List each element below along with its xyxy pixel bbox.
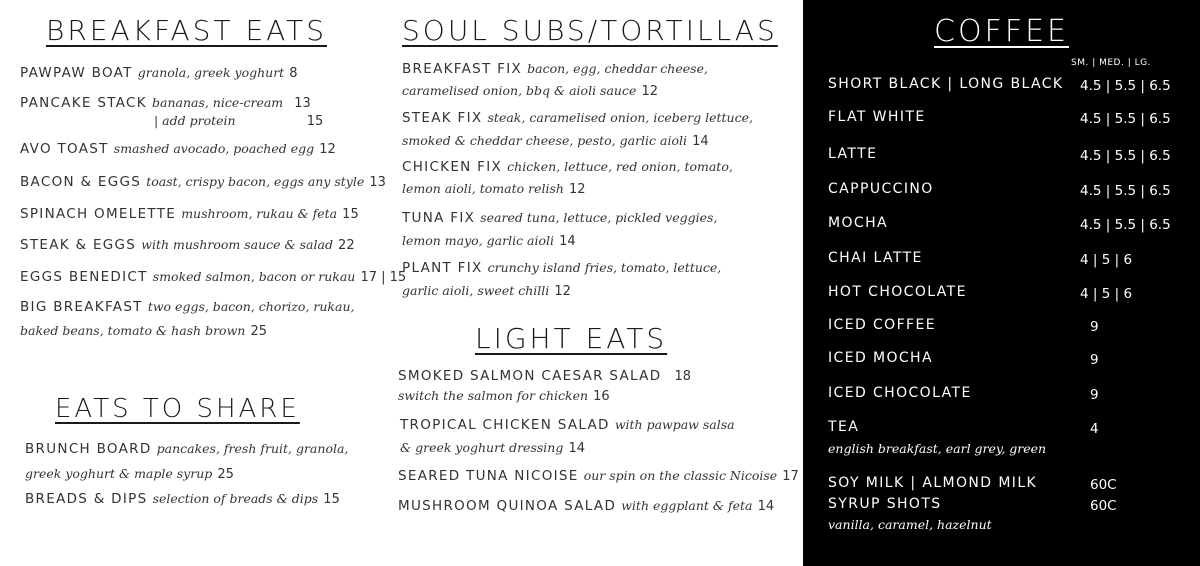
item-name: BREAKFAST FIX	[402, 61, 523, 77]
coffee-item-name: FLAT WHITE	[828, 109, 926, 125]
item-addon-price: 15	[306, 114, 324, 129]
coffee-item-name: SOY MILK | ALMOND MILK	[828, 475, 1038, 491]
menu-item	[402, 257, 721, 276]
item-price: 13	[294, 96, 311, 111]
menu-item	[398, 495, 774, 514]
menu-item-line2	[402, 178, 586, 197]
item-price: 14	[568, 441, 585, 456]
menu-item	[398, 365, 691, 384]
coffee-item-name: SHORT BLACK | LONG BLACK	[828, 76, 1064, 92]
item-desc: smoked salmon, bacon or rukau	[152, 269, 356, 284]
item-name: STEAK & EGGS	[20, 237, 137, 253]
menu-item	[20, 203, 359, 222]
coffee-panel	[803, 0, 1200, 566]
coffee-item-name: CHAI LATTE	[828, 250, 923, 266]
menu-item	[25, 438, 348, 457]
item-desc-2: greek yoghurt & maple syrup	[25, 466, 213, 481]
coffee-item-name: LATTE	[828, 146, 878, 162]
item-desc: two eggs, bacon, chorizo, rukau,	[147, 299, 355, 314]
item-name: AVO TOAST	[20, 141, 109, 157]
coffee-item-price: 4 | 5 | 6	[1080, 252, 1133, 268]
coffee-item-price: 60C	[1090, 477, 1117, 493]
coffee-item-price: 9	[1090, 319, 1099, 335]
item-desc: seared tuna, lettuce, pickled veggies,	[480, 210, 718, 225]
item-name: CHICKEN FIX	[402, 159, 503, 175]
coffee-item-name: MOCHA	[828, 215, 888, 231]
coffee-item-name: HOT CHOCOLATE	[828, 284, 967, 300]
coffee-item-price: 9	[1090, 387, 1099, 403]
item-price: 14	[559, 234, 576, 249]
menu-item	[402, 58, 708, 77]
coffee-item-price: 4.5 | 5.5 | 6.5	[1080, 217, 1171, 233]
menu-item-line2	[400, 437, 585, 456]
item-name: STEAK FIX	[402, 110, 483, 126]
menu-item	[20, 171, 386, 190]
item-name: TROPICAL CHICKEN SALAD	[400, 417, 610, 433]
coffee-item-desc: english breakfast, earl grey, green	[828, 441, 1047, 456]
menu-item-line2	[402, 80, 658, 99]
item-price: 12	[569, 182, 586, 197]
item-price: 15	[342, 207, 359, 222]
coffee-item-name: TEA	[828, 419, 860, 435]
item-desc: with pawpaw salsa	[614, 417, 735, 432]
item-desc: mushroom, rukau & feta	[181, 206, 338, 221]
coffee-item-name: SYRUP SHOTS	[828, 496, 942, 512]
coffee-item-name: ICED COFFEE	[828, 317, 936, 333]
item-desc: toast, crispy bacon, eggs any style	[146, 174, 365, 189]
coffee-item-name: ICED CHOCOLATE	[828, 385, 972, 401]
item-name: BRUNCH BOARD	[25, 441, 152, 457]
menu-item	[398, 465, 799, 484]
item-desc-2: lemon aioli, tomato relish	[402, 181, 564, 196]
menu-item-line2	[25, 463, 234, 482]
item-desc: with eggplant & feta	[621, 498, 753, 513]
item-price: 17 | 15	[360, 270, 407, 285]
item-name: PANCAKE STACK	[20, 95, 147, 111]
item-desc-2: & greek yoghurt dressing	[400, 440, 564, 455]
item-price: 12	[641, 84, 658, 99]
menu-item-line2	[402, 280, 571, 299]
item-price: 12	[554, 284, 571, 299]
coffee-item-name: CAPPUCCINO	[828, 181, 934, 197]
menu-item	[25, 488, 340, 507]
menu-item	[402, 207, 717, 226]
menu-item-line2	[398, 385, 610, 404]
item-name: PLANT FIX	[402, 260, 483, 276]
coffee-item-price: 4.5 | 5.5 | 6.5	[1080, 78, 1171, 94]
subs-title: SOUL SUBS/TORTILLAS	[402, 14, 778, 47]
item-desc: bacon, egg, cheddar cheese,	[527, 61, 708, 76]
item-name: BREADS & DIPS	[25, 491, 148, 507]
item-name: SPINACH OMELETTE	[20, 206, 177, 222]
item-name: BACON & EGGS	[20, 174, 142, 190]
menu-item	[402, 156, 733, 175]
item-price: 17	[782, 469, 799, 484]
coffee-item-price: 4.5 | 5.5 | 6.5	[1080, 148, 1171, 164]
item-desc: selection of breads & dips	[152, 491, 319, 506]
item-name: MUSHROOM QUINOA SALAD	[398, 498, 617, 514]
item-name: PAWPAW BOAT	[20, 65, 133, 81]
item-desc-2: smoked & cheddar cheese, pesto, garlic aioli	[402, 133, 687, 148]
item-price: 12	[319, 142, 336, 157]
item-name: BIG BREAKFAST	[20, 299, 143, 315]
menu-item	[20, 138, 336, 157]
item-addon: | add protein	[154, 113, 236, 128]
item-desc: with mushroom sauce & salad	[141, 237, 333, 252]
item-desc-2: lemon mayo, garlic aioli	[402, 233, 555, 248]
item-price: 14	[692, 134, 709, 149]
item-desc: crunchy island fries, tomato, lettuce,	[487, 260, 722, 275]
coffee-item-price: 60C	[1090, 498, 1117, 514]
item-desc: granola, greek yoghurt	[137, 65, 285, 80]
item-price: 15	[323, 492, 340, 507]
item-name: TUNA FIX	[402, 210, 476, 226]
menu-item-line2	[20, 320, 267, 339]
menu-item	[400, 414, 735, 433]
item-name: EGGS BENEDICT	[20, 269, 148, 285]
size-header: SM. | MED. | LG.	[1071, 58, 1151, 68]
menu-item	[20, 92, 311, 111]
item-price: 18	[674, 369, 692, 384]
menu-item	[20, 234, 355, 253]
item-desc-2: caramelised onion, bbq & aioli sauce	[402, 83, 637, 98]
menu-item-addon	[154, 110, 323, 129]
coffee-item-price: 9	[1090, 352, 1099, 368]
item-price: 13	[369, 175, 386, 190]
item-desc-2: garlic aioli, sweet chilli	[402, 283, 550, 298]
coffee-item-name: ICED MOCHA	[828, 350, 933, 366]
item-desc: pancakes, fresh fruit, granola,	[156, 441, 349, 456]
coffee-item-price: 4 | 5 | 6	[1080, 286, 1133, 302]
menu-item	[20, 296, 354, 315]
item-name: SMOKED SALMON CAESAR SALAD	[398, 368, 662, 384]
coffee-item-price: 4.5 | 5.5 | 6.5	[1080, 111, 1171, 127]
menu-item	[20, 266, 406, 285]
item-desc: steak, caramelised onion, iceberg lettuce,	[487, 110, 753, 125]
item-desc: smashed avocado, poached egg	[113, 141, 315, 156]
item-price: 22	[338, 238, 355, 253]
share-title: EATS TO SHARE	[55, 394, 300, 424]
coffee-item-price: 4.5 | 5.5 | 6.5	[1080, 183, 1171, 199]
item-price: 14	[757, 499, 775, 514]
item-price-2: 16	[593, 389, 610, 404]
item-desc: bananas, nice-cream	[151, 95, 284, 110]
item-desc-2: switch the salmon for chicken	[398, 388, 589, 403]
item-price: 8	[289, 66, 298, 81]
light-title: LIGHT EATS	[475, 322, 668, 355]
menu-item	[20, 62, 298, 81]
menu-item-line2	[402, 130, 709, 149]
item-price: 25	[217, 467, 234, 482]
item-price: 25	[250, 324, 267, 339]
item-desc: chicken, lettuce, red onion, tomato,	[507, 159, 733, 174]
item-desc-2: baked beans, tomato & hash brown	[20, 323, 246, 338]
coffee-item-price: 4	[1090, 421, 1099, 437]
item-desc: our spin on the classic Nicoise	[583, 468, 778, 483]
menu-item-line2	[402, 230, 576, 249]
item-name: SEARED TUNA NICOISE	[398, 468, 579, 484]
breakfast-title: BREAKFAST EATS	[46, 14, 328, 47]
coffee-title: COFFEE	[934, 14, 1069, 49]
menu-item	[402, 107, 753, 126]
coffee-item-desc: vanilla, caramel, hazelnut	[828, 517, 992, 532]
